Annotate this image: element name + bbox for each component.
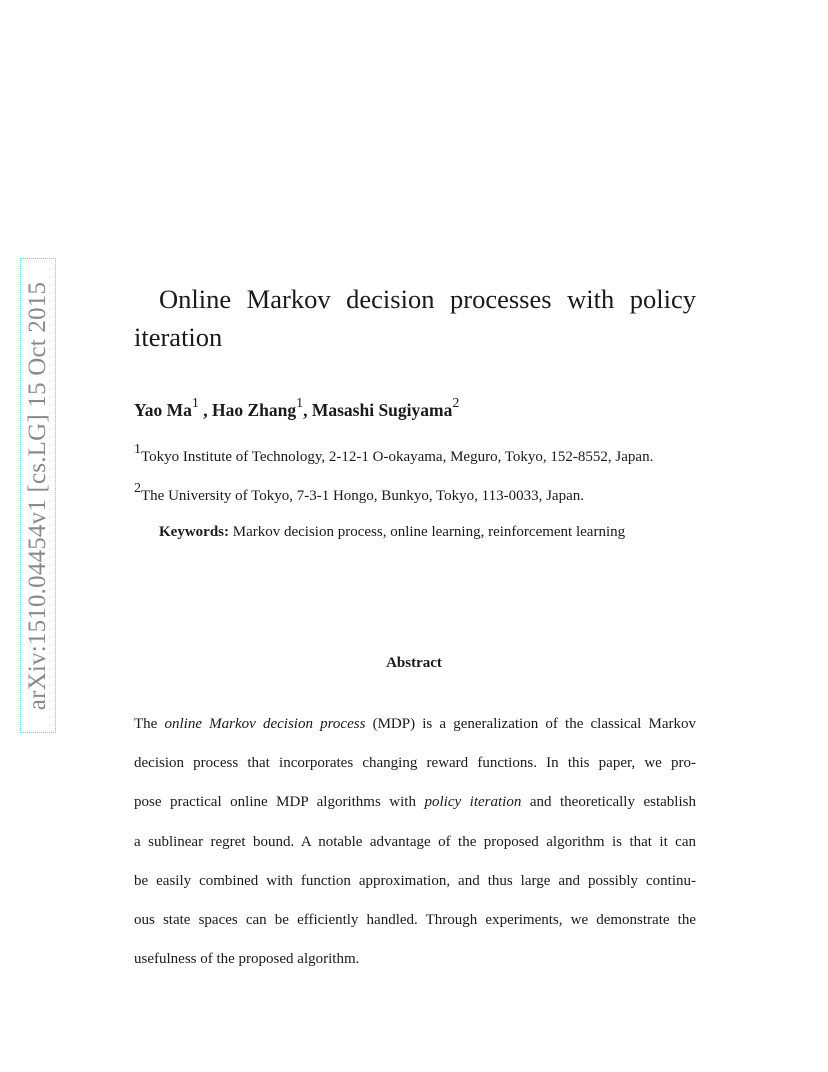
author-affil-mark: 1: [296, 396, 304, 411]
affiliation-2: [134, 483, 584, 505]
arxiv-identifier: arXiv:1510.04454v1 [cs.LG] 15 Oct 2015: [24, 281, 51, 710]
abstract-line: [134, 862, 696, 901]
author-name: Yao Ma: [134, 399, 192, 420]
abstract-text: The: [134, 716, 165, 732]
paper-title: Online Markov decision processes with policy iteration: [134, 284, 696, 352]
affiliation-mark: 2: [134, 481, 141, 496]
abstract-body: [134, 705, 696, 979]
keywords-text: Markov decision process, online learning, reinforcement learning: [232, 524, 626, 540]
abstract-text: a sublinear regret bound. A notable advantage of the proposed algorithm is that it can: [134, 833, 696, 850]
author-name: Masashi Sugiyama: [311, 399, 453, 420]
abstract-line: [134, 783, 696, 822]
affiliation-text: Tokyo Institute of Technology, 2-12-1 O-okayama, Meguro, Tokyo, 152-8552, Japan.: [141, 449, 654, 465]
affiliation-1: [134, 444, 653, 466]
abstract-line: [134, 823, 696, 862]
abstract-text: ous state spaces can be efficiently handled. Through experiments, we demonstrate the: [134, 912, 696, 929]
abstract-line: [134, 940, 696, 979]
author-name: Hao Zhang: [211, 399, 297, 420]
abstract-line: [134, 744, 696, 783]
author-list: Yao Ma$^1$ , Hao Zhang$^1$, Masashi Sugiyama$^2$: [134, 396, 460, 420]
abstract-text: decision process that incorporates changing reward functions. In this paper, we pro-: [134, 755, 696, 772]
abstract-emphasis: policy iteration: [424, 794, 522, 811]
abstract-text: pose practical online MDP algorithms with: [134, 794, 425, 811]
author-affil-mark: 1: [191, 396, 199, 411]
abstract-emphasis: online Markov decision process: [164, 716, 366, 732]
keywords: [159, 524, 625, 541]
abstract-text: (MDP) is a generalization of the classical Markov: [365, 716, 696, 732]
keywords-label: Keywords:: [159, 524, 229, 540]
author-affil-mark: 2: [452, 396, 460, 411]
abstract-line: [134, 901, 696, 940]
abstract-text: and theoretically establish: [521, 794, 696, 811]
affiliation-mark: 1: [134, 442, 141, 457]
affiliation-text: The University of Tokyo, 7-3-1 Hongo, Bunkyo, Tokyo, 113-0033, Japan.: [141, 488, 584, 504]
abstract-text: usefulness of the proposed algorithm.: [134, 951, 360, 968]
abstract-text: be easily combined with function approximation, and thus large and possibly continu-: [134, 872, 696, 889]
abstract-heading: Abstract: [386, 655, 442, 671]
abstract-line: [134, 705, 696, 744]
